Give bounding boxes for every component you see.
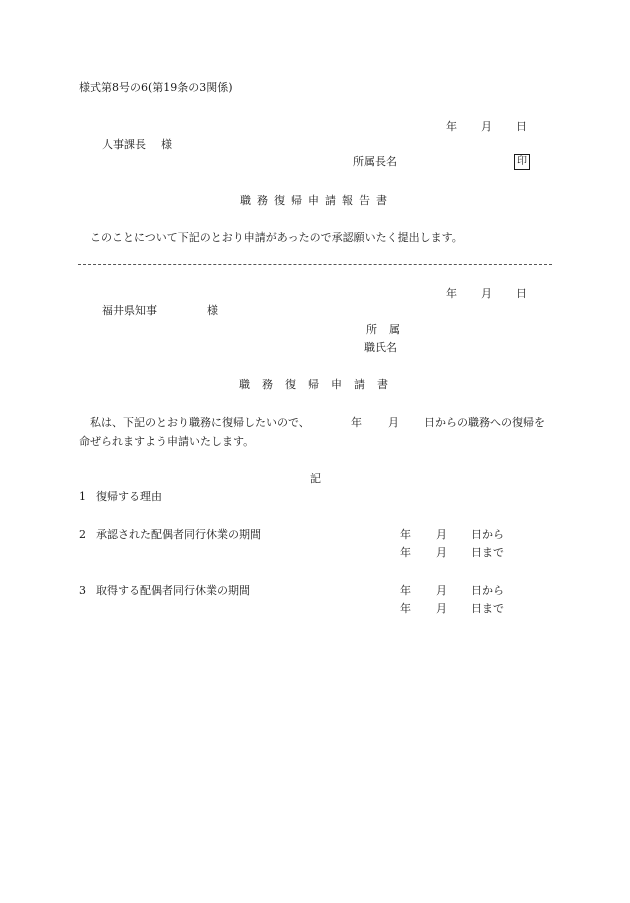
job-title-name-label: 職氏名 <box>364 341 397 354</box>
item-number: 1 <box>79 490 86 503</box>
cut-line-divider <box>78 264 552 265</box>
report-date-month: 月 <box>481 120 492 133</box>
affiliation-label: 所属 <box>366 323 412 336</box>
ki-heading: 記 <box>310 472 321 485</box>
period-from-month: 月 <box>436 584 447 597</box>
period-from-day: 日から <box>471 528 504 541</box>
application-body-month: 月 <box>388 416 399 429</box>
application-date-day: 日 <box>516 287 527 300</box>
period-to-year: 年 <box>400 602 411 615</box>
report-addressee: 人事課長 <box>102 138 146 151</box>
report-title: 職務復帰申請報告書 <box>240 194 393 207</box>
application-title: 職務復帰申請書 <box>239 378 400 391</box>
item-number: 2 <box>79 528 86 541</box>
period-from-month: 月 <box>436 528 447 541</box>
application-body-line2: 命ぜられますよう申請いたします。 <box>79 435 255 448</box>
application-addressee: 福井県知事 <box>102 304 157 317</box>
application-body-line1-part2: 日からの職務への復帰を <box>424 416 545 429</box>
item-label-approved-leave-period: 承認された配偶者同行休業の期間 <box>96 528 261 541</box>
period-to-month: 月 <box>436 602 447 615</box>
application-body-line1-part1: 私は、下記のとおり職務に復帰したいので、 <box>90 416 310 429</box>
report-body: このことについて下記のとおり申請があったので承認願いたく提出します。 <box>90 231 463 244</box>
item-label-acquired-leave-period: 取得する配偶者同行休業の期間 <box>96 584 250 597</box>
report-date-year: 年 <box>446 120 457 133</box>
period-from-year: 年 <box>400 528 411 541</box>
application-date-month: 月 <box>481 287 492 300</box>
item-number: 3 <box>79 584 86 597</box>
seal-mark: 印 <box>514 154 530 170</box>
period-to-month: 月 <box>436 546 447 559</box>
period-from-day: 日から <box>471 584 504 597</box>
period-from-year: 年 <box>400 584 411 597</box>
period-to-day: 日まで <box>471 602 504 615</box>
report-honorific: 様 <box>161 138 172 151</box>
form-identifier: 様式第8号の6(第19条の3関係) <box>79 81 233 94</box>
item-label-return-reason: 復帰する理由 <box>96 490 162 503</box>
period-to-day: 日まで <box>471 546 504 559</box>
period-to-year: 年 <box>400 546 411 559</box>
head-name-label: 所属長名 <box>353 155 397 168</box>
application-body-year: 年 <box>351 416 362 429</box>
application-honorific: 様 <box>207 304 218 317</box>
application-date-year: 年 <box>446 287 457 300</box>
report-date-day: 日 <box>516 120 527 133</box>
